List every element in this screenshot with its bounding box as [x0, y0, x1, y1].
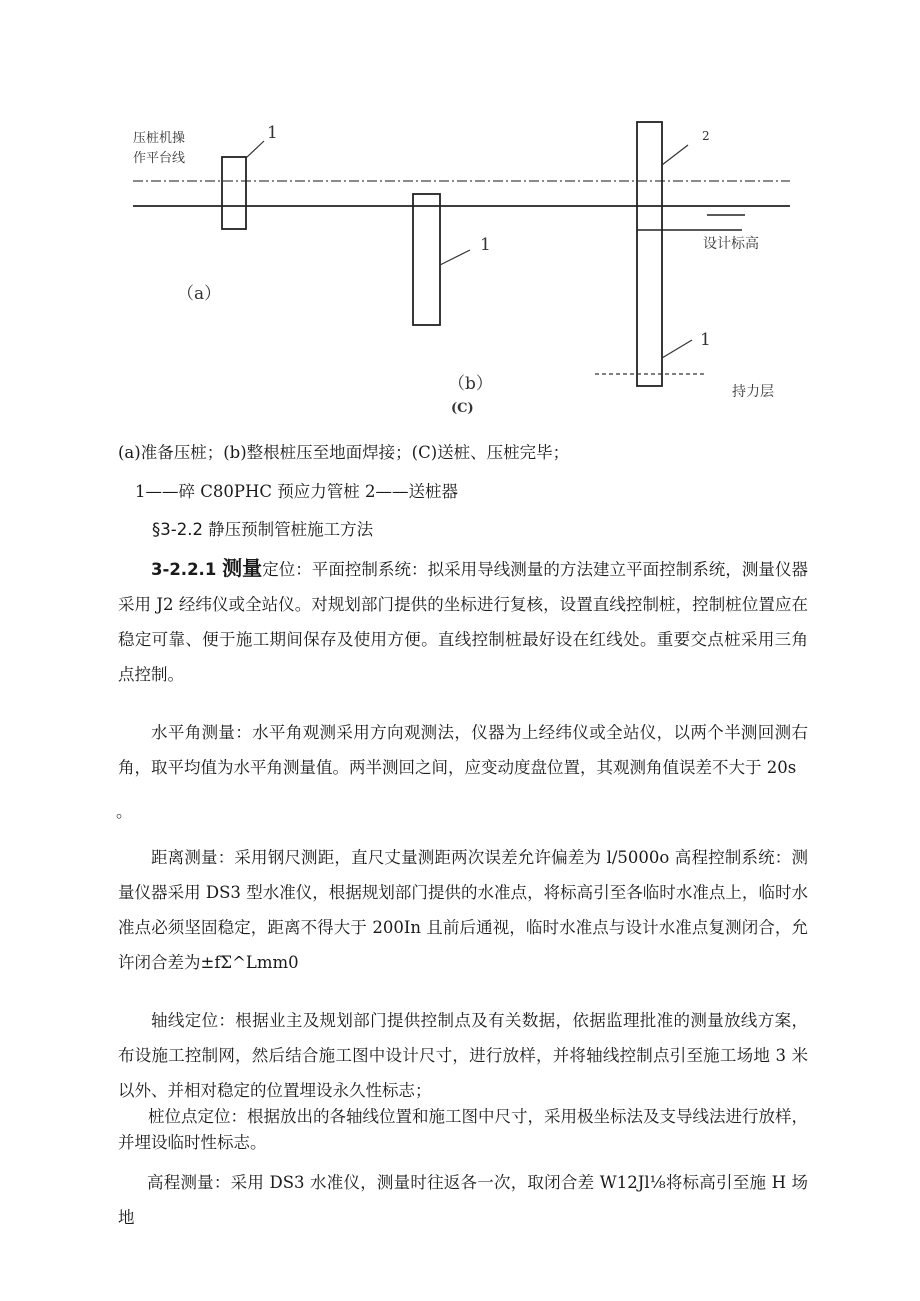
pile-label-a: 1	[267, 123, 278, 143]
subfigure-label-b: （b）	[448, 374, 493, 394]
leader-a	[246, 141, 264, 158]
paragraph-body: 定位：平面控制系统：拟采用导线测量的方法建立平面控制系统，测量仪器采用 J2 经纬仪或全站仪。对规划部门提供的坐标进行复核，设置直线控制桩，控制桩位置应在稳定可靠、便于施工期间保存及使用方便。直线控制桩最好设在红线处。重要交点桩采用三角点控制。	[118, 560, 809, 684]
paragraph-body: 高程测量：采用 DS3 水准仪，测量时往返各一次，取闭合差 W12Jl⅛将标高引至施 H 场地	[118, 1173, 808, 1227]
paragraph-body: 轴线定位：根据业主及规划部门提供控制点及有关数据，依据监理批准的测量放线方案，布设施工控制网，然后结合施工图中设计尺寸，进行放样，并将轴线控制点引至施工场地 3 米以外、并相对稳定的位置埋设永久性标志；	[118, 1011, 808, 1100]
pile-c	[637, 122, 662, 386]
pile-label-c2: 2	[702, 129, 710, 143]
leader-c2	[662, 145, 688, 165]
pile-b	[413, 194, 440, 325]
paragraph-body: 水平角测量：水平角观测采用方向观测法，仪器为上经纬仪或全站仪，以两个半测回测右角，取平均值为水平角测量值。两半测回之间，应变动度盘位置，其观测角值误差不大于 20s	[118, 723, 808, 777]
paragraph-distance	[118, 840, 808, 980]
figure-caption-line1: (a)准备压桩；(b)整根桩压至地面焊接；(C)送桩、压桩完毕；	[118, 443, 570, 462]
leader-c1	[662, 340, 692, 358]
pile-label-c1: 1	[700, 330, 711, 350]
leader-b	[440, 250, 470, 265]
pile-a	[222, 157, 246, 229]
paragraph-body: 桩位点定位：根据放出的各轴线位置和施工图中尺寸，采用极坐标法及支导线法进行放样，并埋设临时性标志。	[118, 1107, 808, 1152]
subfigure-label-a: （a）	[177, 284, 222, 304]
paragraph-keyword: 测量	[222, 556, 263, 580]
paragraph-horizontal-angle-tail: 。	[116, 802, 133, 821]
paragraph-survey-positioning	[118, 551, 808, 692]
platform-label-line1: 压桩机操	[133, 131, 186, 146]
section-heading: §3-2.2 静压预制管桩施工方法	[152, 520, 374, 539]
figure-caption-line2: 1——碎 C80PHC 预应力管桩 2——送桩器	[135, 482, 458, 501]
paragraph-number: 3-2.2.1	[151, 560, 223, 579]
design-elev-label: 设计标高	[703, 236, 759, 252]
pile-driving-diagram	[0, 0, 920, 420]
paragraph-horizontal-angle	[118, 715, 808, 785]
paragraph-pile-positioning	[118, 1104, 808, 1156]
paragraph-body: 距离测量：采用钢尺测距，直尺丈量测距两次误差允许偏差为 l/5000o 高程控制系统：测量仪器采用 DS3 型水准仪，根据规划部门提供的水准点，将标高引至各临时水准点上，临时水准点必须坚固稳定，距离不得大于 200In 且前后通视，临时水准点与设计水准点复测闭合，允许闭合差为±fΣ^Lmm0	[118, 848, 808, 972]
bearing-layer-label: 持力层	[732, 384, 774, 400]
paragraph-axis-positioning	[118, 1003, 808, 1108]
platform-label-line2: 作平台线	[133, 151, 186, 166]
subfigure-label-c: (C)	[451, 401, 474, 416]
paragraph-elevation	[118, 1165, 808, 1235]
pile-label-b: 1	[480, 235, 491, 255]
